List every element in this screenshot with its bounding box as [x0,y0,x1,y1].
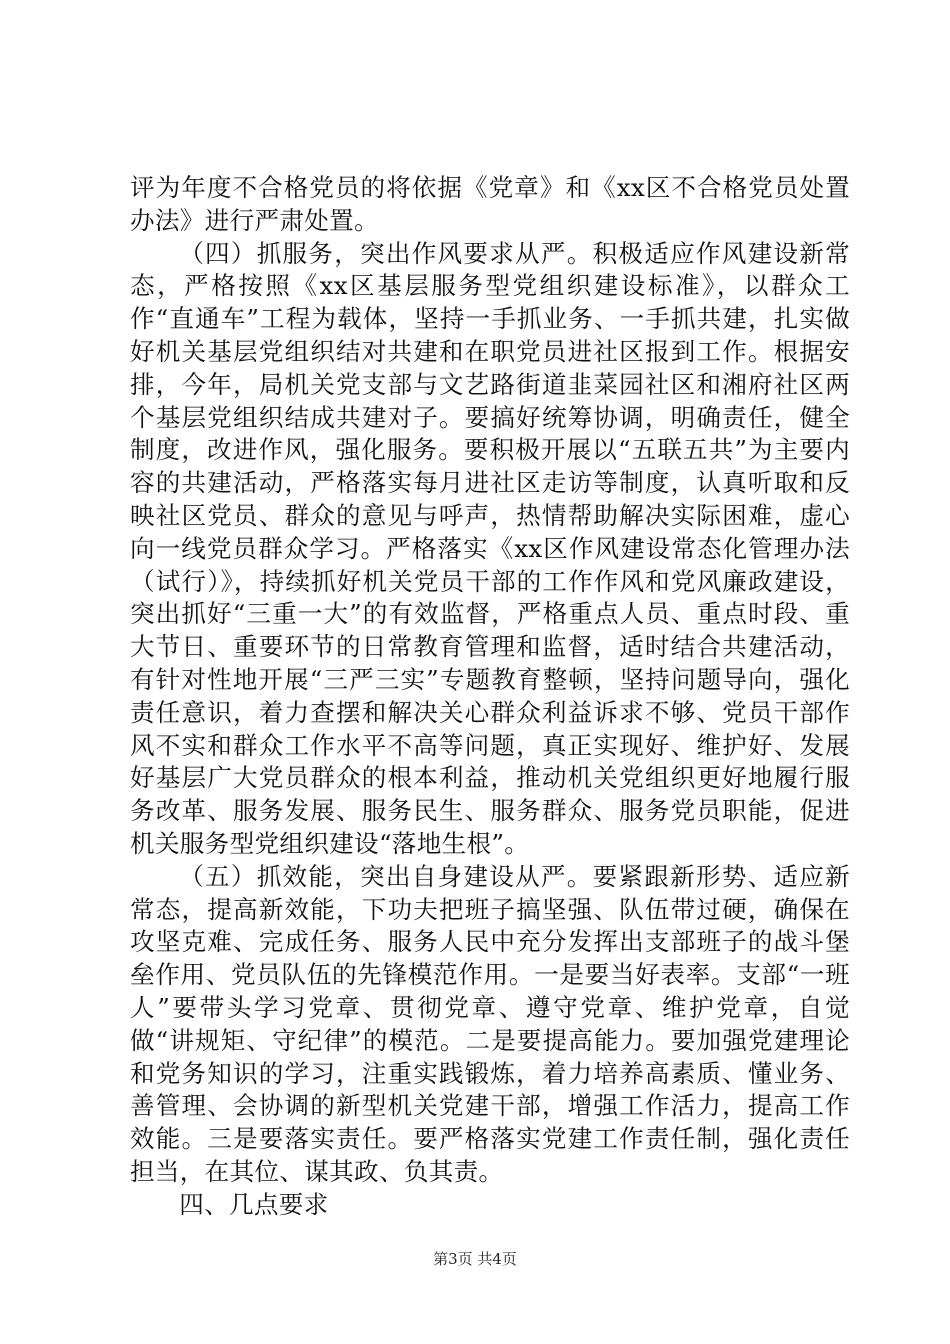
page-number: 第3页 共4页 [433,1250,517,1268]
paragraph-continuation: 评为年度不合格党员的将依据《党章》和《xx区不合格党员处置办法》进行严肃处置。 [130,173,850,235]
paragraph-section-four: （四）抓服务，突出作风要求从严。积极适应作风建设新常态，严格按照《xx区基层服务型党组织建设标准》，以群众工作“直通车”工程为载体，坚持一手抓业务、一手抓共建，扎实做好机关基层党组织结对共建和在职党员进社区报到工作。根据安排，今年，局机关党支部与文艺路街道韭菜园社区和湘府社区两个基层党组织结成共建对子。要搞好统筹协调，明确责任，健全制度，改进作风，强化服务。要积极开展以“五联五共”为主要内容的共建活动，严格落实每月进社区走访等制度，认真听取和反映社区党员、群众的意见与呼声，热情帮助解决实际困难，虚心向一线党员群众学习。严格落实《xx区作风建设常态化管理办法（试行）》，持续抓好机关党员干部的工作作风和党风廉政建设，突出抓好“三重一大”的有效监督，严格重点人员、重点时段、重大节日、重要环节的日常教育管理和监督，适时结合共建活动，有针对性地开展“三严三实”专题教育整顿，坚持问题导向，强化责任意识，着力查摆和解决关心群众利益诉求不够、党员干部作风不实和群众工作水平不高等问题，真正实现好、维护好、发展好基层广大党员群众的根本利益，推动机关党组织更好地履行服务改革、服务发展、服务民生、服务群众、服务党员职能，促进机关服务型党组织建设“落地生根”。 [130,238,850,858]
heading-requirements: 四、几点要求 [179,1189,329,1219]
page-footer [0,1249,950,1269]
paragraph-section-five: （五）抓效能，突出自身建设从严。要紧跟新形势、适应新常态，提高新效能，下功夫把班子搞坚强、队伍带过硬，确保在攻坚克难、完成任务、服务人民中充分发挥出支部班子的战斗堡垒作用、党员队伍的先锋模范作用。一是要当好表率。支部“一班人”要带头学习党章、贯彻党章、遵守党章、维护党章，自觉做“讲规矩、守纪律”的模范。二是要提高能力。要加强党建理论和党务知识的学习，注重实践锻炼，着力培养高素质、懂业务、善管理、会协调的新型机关党建干部，增强工作活力，提高工作效能。三是要落实责任。要严格落实党建工作责任制，强化责任担当，在其位、谋其政、负其责。 [130,861,850,1186]
document-body [130,172,850,1222]
